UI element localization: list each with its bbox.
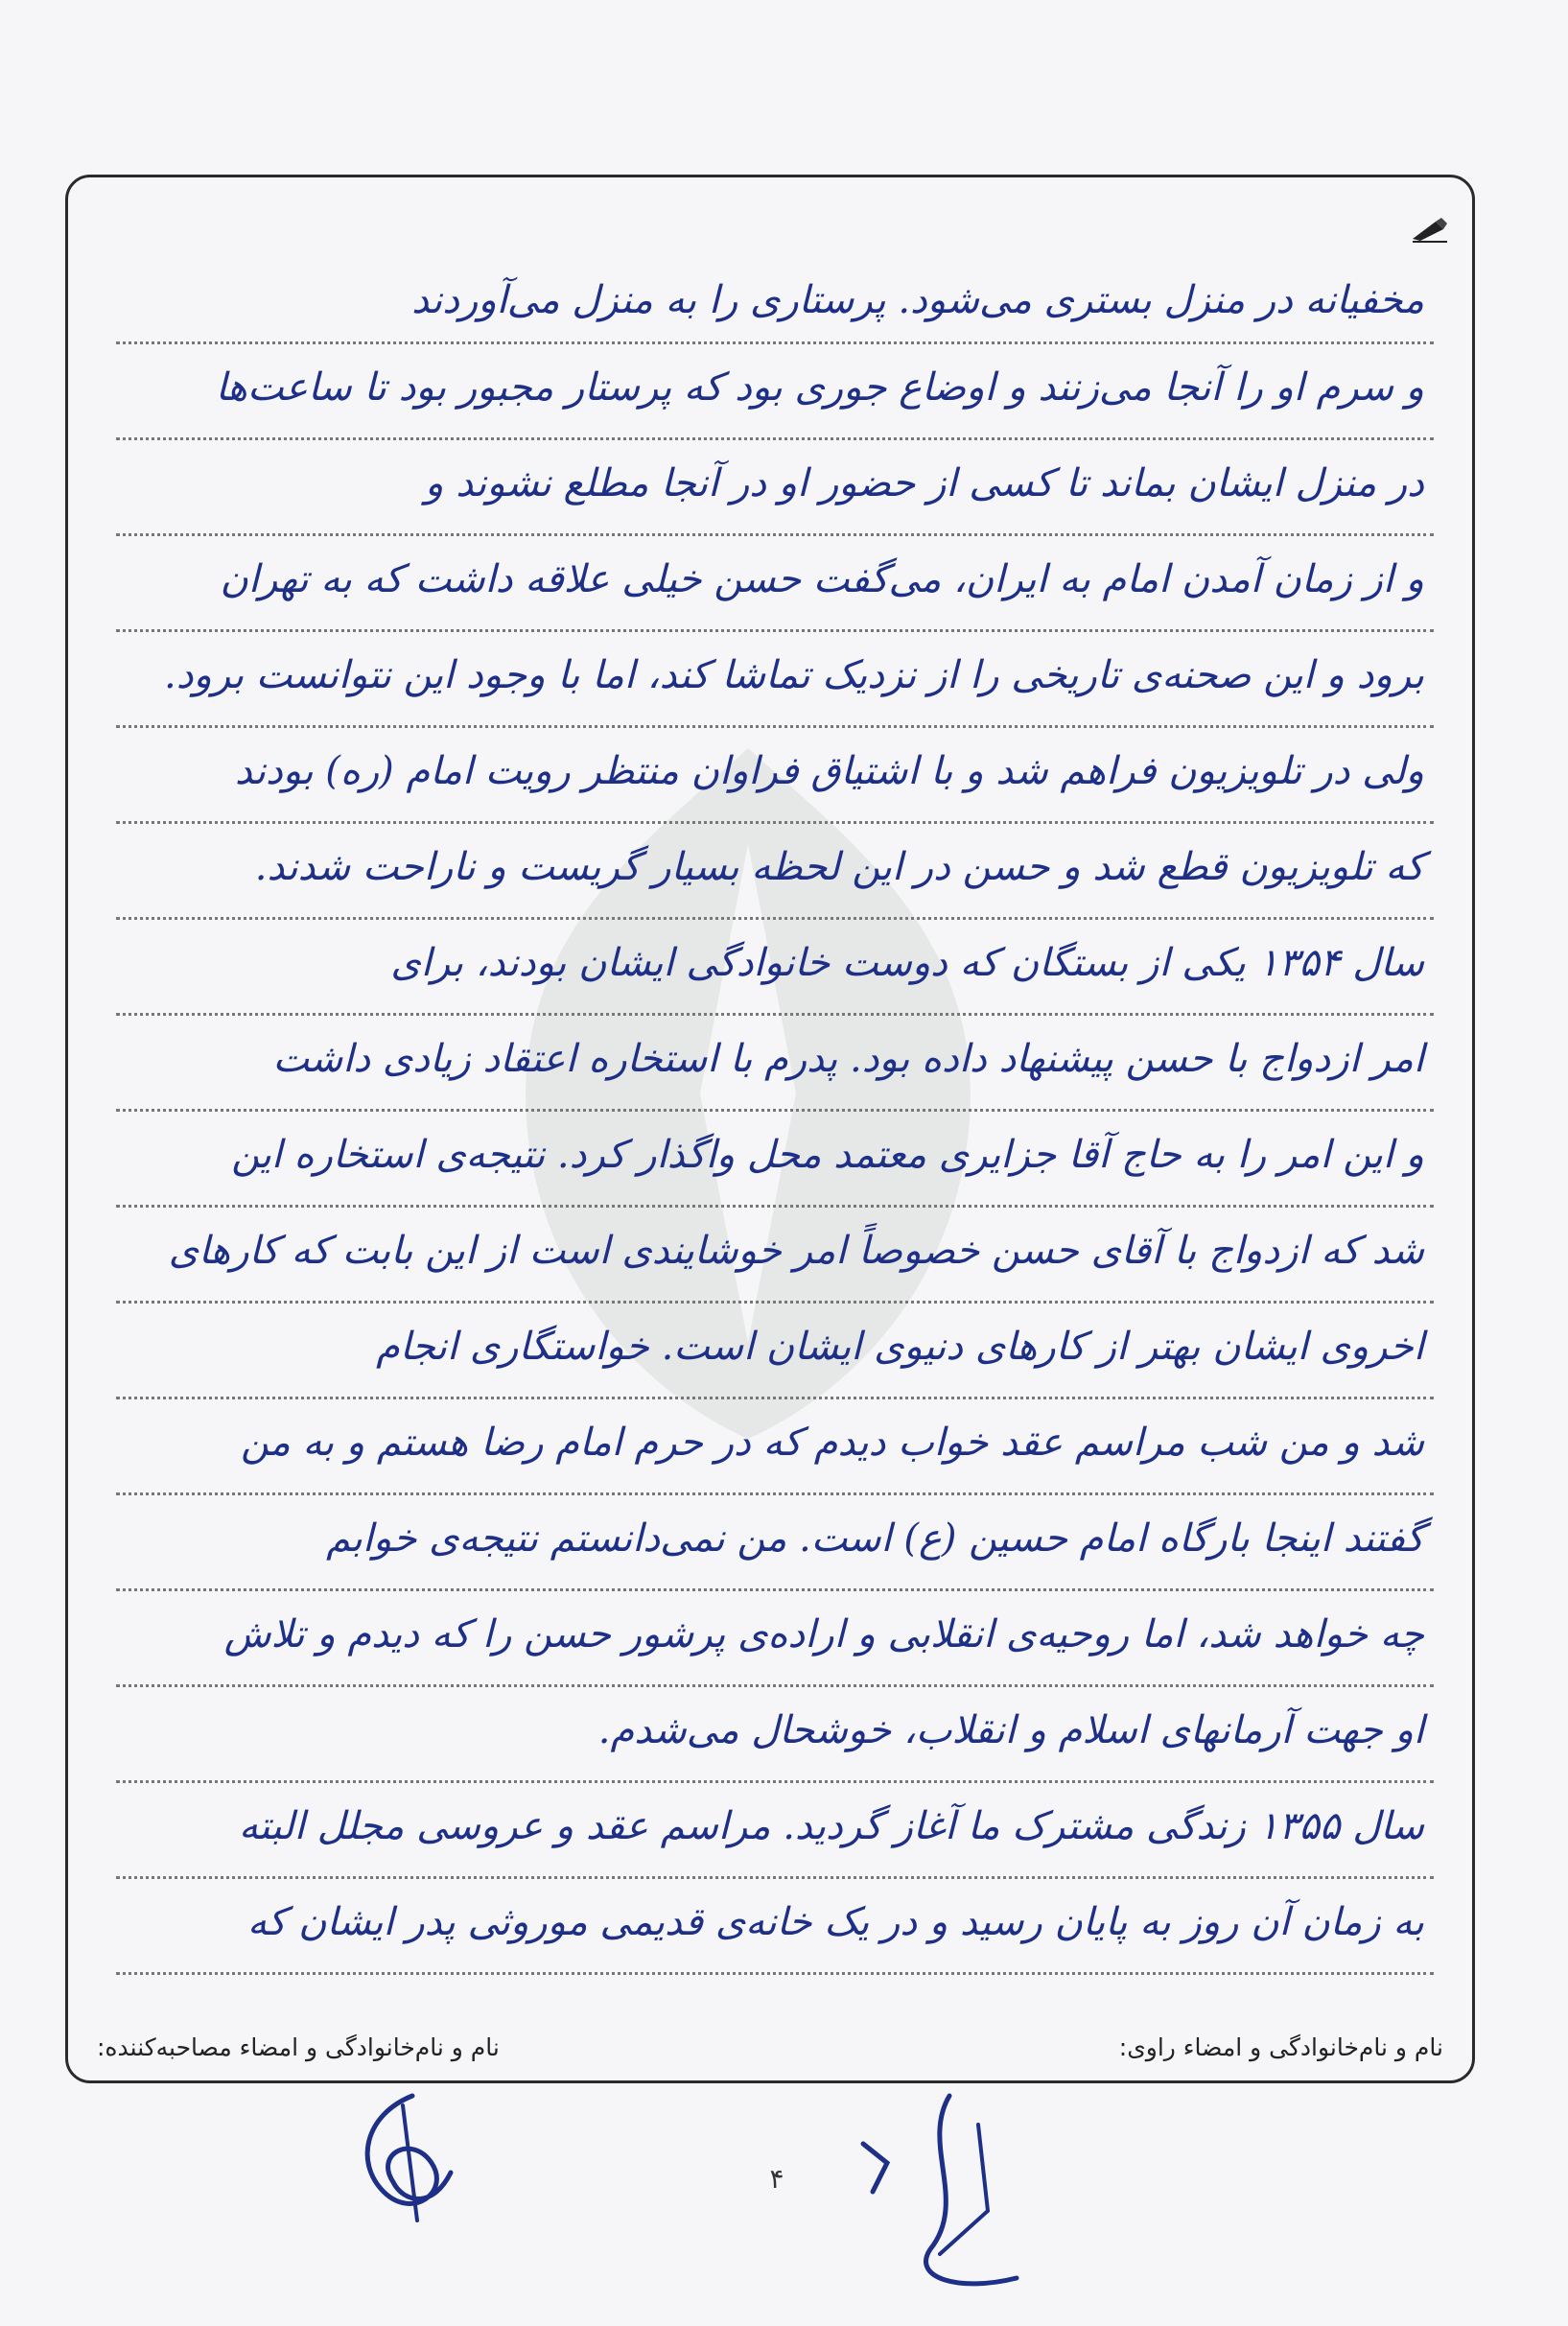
- handwritten-line: او جهت آرمانهای اسلام و انقلاب، خوشحال می‌شدم.: [116, 1687, 1434, 1783]
- handwritten-line: چه خواهد شد، اما روحیه‌ی انقلابی و اراده‌ی پرشور حسن را که دیدم و تلاش: [116, 1591, 1434, 1687]
- handwritten-line: مخفیانه در منزل بستری می‌شود. پرستاری را به منزل می‌آوردند: [116, 266, 1434, 344]
- handwritten-line: شد که ازدواج با آقای حسن خصوصاً امر خوشایندی است از این بابت که کارهای: [116, 1208, 1434, 1304]
- handwritten-line: گفتند اینجا بارگاه امام حسین (ع) است. من نمی‌دانستم نتیجه‌ی خوابم: [116, 1495, 1434, 1591]
- interviewer-signature: [844, 2086, 1036, 2297]
- handwritten-line: اخروی ایشان بهتر از کارهای دنیوی ایشان است. خواستگاری انجام: [116, 1304, 1434, 1399]
- handwritten-line: ولی در تلویزیون فراهم شد و با اشتیاق فراوان منتظر رویت امام (ره) بودند: [116, 728, 1434, 824]
- signature-labels: [97, 2033, 1443, 2061]
- text-frame: [65, 175, 1475, 2083]
- pen-icon: [1411, 216, 1449, 243]
- handwritten-line: و سرم او را آنجا می‌زنند و اوضاع جوری بود که پرستار مجبور بود تا ساعت‌ها: [116, 344, 1434, 440]
- handwritten-line: سال ۱۳۵۴ یکی از بستگان که دوست خانوادگی ایشان بودند، برای: [116, 920, 1434, 1016]
- handwritten-line: به زمان آن روز به پایان رسید و در یک خانه‌ی قدیمی موروثی پدر ایشان که: [116, 1879, 1434, 1975]
- handwritten-line: شد و من شب مراسم عقد خواب دیدم که در حرم امام رضا هستم و به من: [116, 1399, 1434, 1495]
- handwritten-line: برود و این صحنه‌ی تاریخی را از نزدیک تماشا کند، اما با وجود این نتوانست برود.: [116, 632, 1434, 728]
- handwritten-line: در منزل ایشان بماند تا کسی از حضور او در آنجا مطلع نشوند و: [116, 440, 1434, 536]
- narrator-label: نام و نام‌خانوادگی و امضاء راوی:: [1118, 2033, 1443, 2061]
- interviewer-label: نام و نام‌خانوادگی و امضاء مصاحبه‌کننده:: [97, 2033, 500, 2061]
- handwritten-lines: [116, 266, 1434, 1975]
- handwritten-line: و از زمان آمدن امام به ایران، می‌گفت حسن خیلی علاقه داشت که به تهران: [116, 536, 1434, 632]
- handwritten-line: امر ازدواج با حسن پیشنهاد داده بود. پدرم با استخاره اعتقاد زیادی داشت: [116, 1016, 1434, 1112]
- handwritten-line: که تلویزیون قطع شد و حسن در این لحظه بسیار گریست و ناراحت شدند.: [116, 824, 1434, 920]
- handwritten-line: و این امر را به حاج آقا جزایری معتمد محل واگذار کرد. نتیجه‌ی استخاره این: [116, 1112, 1434, 1208]
- handwritten-line: سال ۱۳۵۵ زندگی مشترک ما آغاز گردید. مراسم عقد و عروسی مجلل البته: [116, 1783, 1434, 1879]
- narrator-signature: [345, 2086, 460, 2230]
- page-number: ۴: [769, 2163, 784, 2195]
